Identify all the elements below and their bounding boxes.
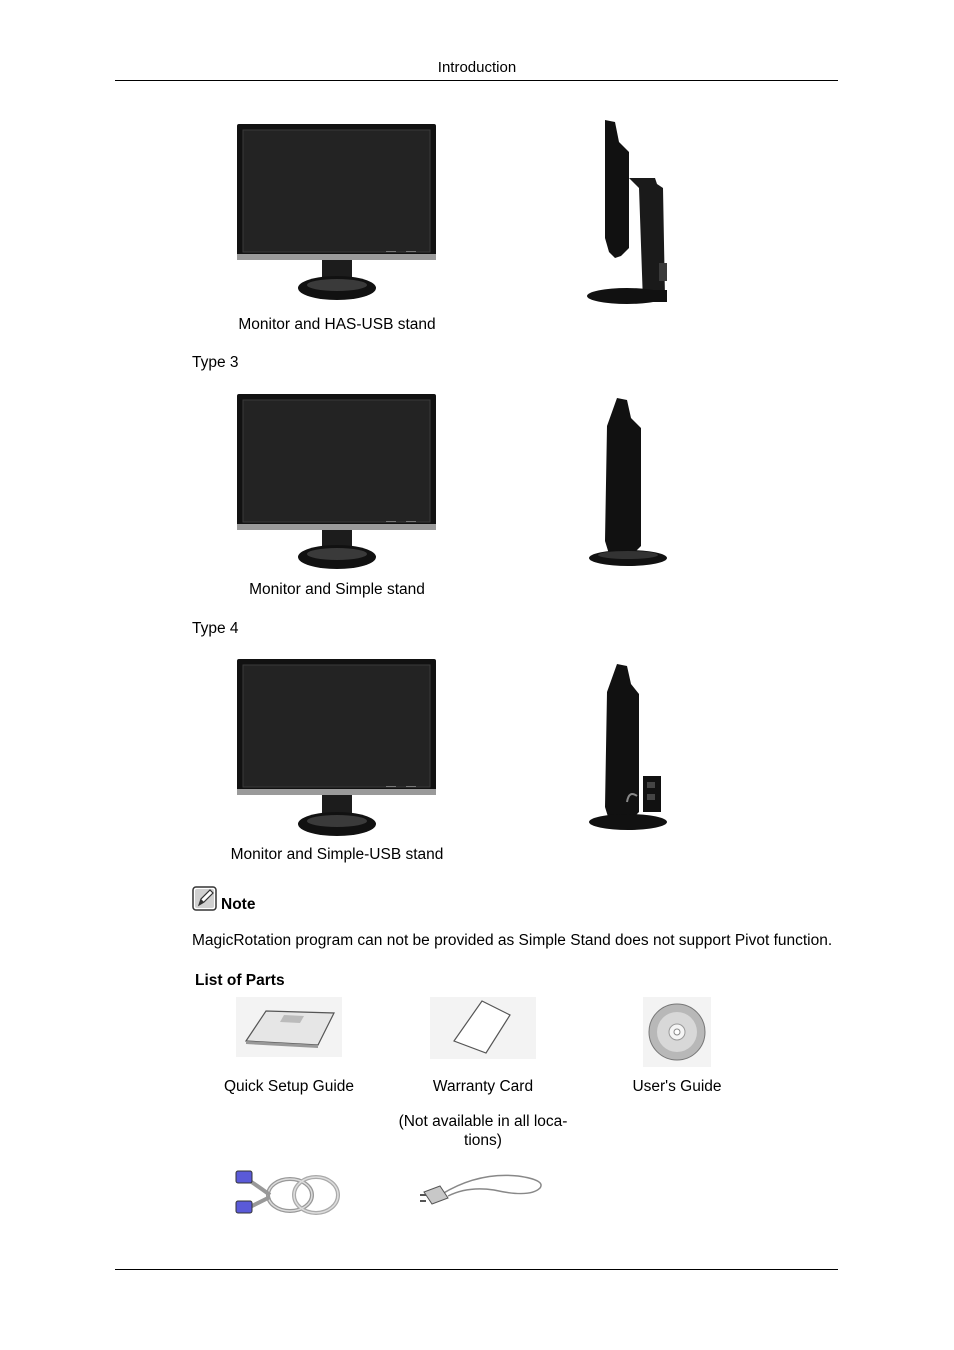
type-4-label: Type 4 bbox=[192, 620, 239, 637]
note-text: MagicRotation program can not be provided as Simple Stand does not support Pivot function. bbox=[192, 932, 833, 949]
monitor-side-image-simple-usb bbox=[585, 662, 675, 834]
cd-rom-image bbox=[643, 997, 711, 1067]
type-3-label: Type 3 bbox=[192, 354, 239, 371]
quick-setup-guide-image bbox=[236, 997, 342, 1057]
parts-title: List of Parts bbox=[195, 972, 285, 989]
part-sublabel-warranty-line2: tions) bbox=[464, 1132, 502, 1149]
part-label-warranty-card: Warranty Card bbox=[432, 1078, 534, 1095]
part-label-users-guide: User's Guide bbox=[632, 1078, 722, 1095]
monitor-front-image-simple-usb bbox=[236, 658, 438, 838]
monitor-side-image-simple bbox=[585, 396, 675, 571]
header-rule bbox=[115, 80, 838, 81]
warranty-card-image bbox=[430, 997, 536, 1059]
page-header-title: Introduction bbox=[437, 59, 517, 76]
part-sublabel-warranty-line1: (Not available in all loca- bbox=[398, 1113, 568, 1130]
footer-rule bbox=[115, 1269, 838, 1270]
type-3-caption: Monitor and Simple stand bbox=[249, 581, 425, 598]
note-pencil-icon bbox=[192, 886, 217, 911]
note-title: Note bbox=[221, 896, 256, 913]
monitor-front-image-simple bbox=[236, 393, 438, 573]
monitor-side-image-has-usb bbox=[585, 118, 675, 308]
power-cord-image bbox=[418, 1168, 546, 1212]
part-label-quick-setup-guide: Quick Setup Guide bbox=[223, 1078, 355, 1095]
type-2-caption: Monitor and HAS-USB stand bbox=[238, 316, 436, 333]
monitor-front-image-has-usb bbox=[236, 123, 438, 303]
type-4-caption: Monitor and Simple-USB stand bbox=[230, 846, 444, 863]
d-sub-cable-image bbox=[232, 1165, 344, 1221]
